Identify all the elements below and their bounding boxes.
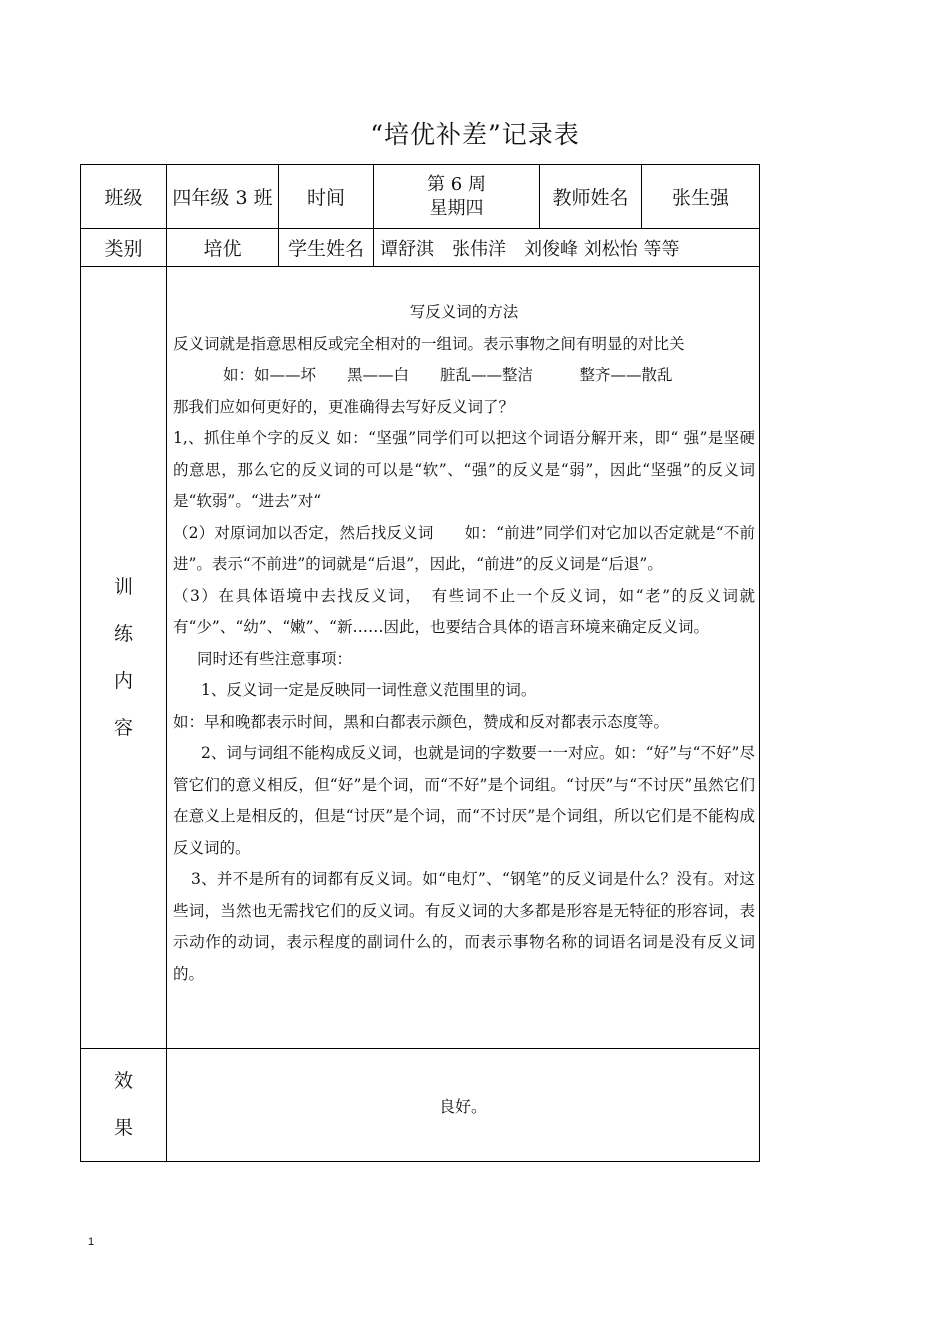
students-label: 学生姓名	[279, 229, 374, 267]
content-paragraph: 如：早和晚都表示时间，黑和白都表示颜色，赞成和反对都表示态度等。	[173, 712, 670, 731]
effect-value: 良好。	[167, 1049, 760, 1162]
training-label-char: 训	[113, 575, 133, 598]
content-paragraph: 1、反义词一定是反映同一词性意义范围里的词。	[201, 681, 537, 699]
effect-label-char: 果	[113, 1117, 133, 1139]
content-paragraph: 同时还有些注意事项：	[197, 649, 353, 668]
category-value: 培优	[167, 229, 279, 267]
training-label-char: 内	[113, 669, 133, 692]
content-paragraph: 3、并不是所有的词都有反义词。如“电灯”、“钢笔”的反义词是什么？没有。对这些词，当然也无需找它们的反义词。有反义词的大多都是形容是无特征的形容词，表示动作的动词，表示程度的副词什么的，而表示事物名称的词语名词是没有反义词的。	[173, 870, 755, 983]
training-label	[81, 267, 167, 1049]
effect-row	[81, 1049, 760, 1162]
content-examples: 如：如——坏 黑——白 脏乱——整洁 整齐——散乱	[223, 366, 673, 384]
time-value	[374, 165, 540, 229]
time-label: 时间	[279, 165, 374, 229]
page-title: “培优补差”记录表	[370, 120, 580, 149]
teacher-label: 教师姓名	[540, 165, 642, 229]
content-subtitle: 写反义词的方法	[409, 303, 519, 321]
category-label: 类别	[81, 229, 167, 267]
page-number: 1	[88, 1236, 95, 1248]
content-paragraph: （2）对原词加以否定，然后找反义词 如：“前进”同学们对它加以否定就是“不前进”。表示“不前进”的词就是“后退”，因此，“前进”的反义词是“后退”。	[173, 523, 755, 573]
header-row	[81, 165, 760, 229]
record-table	[80, 164, 760, 1162]
category-row	[81, 229, 760, 267]
time-week: 第 6 周	[427, 173, 486, 195]
content-paragraph: （3）在具体语境中去找反义词， 有些词不止一个反义词，如“老”的反义词就有“少”、“幼”、“嫩”、“新……因此，也要结合具体的语言环境来确定反义词。	[173, 586, 755, 636]
effect-label	[81, 1049, 167, 1162]
students-value: 谭舒淇 张伟洋 刘俊峰 刘松怡 等等	[374, 229, 760, 267]
effect-label-char: 效	[113, 1070, 133, 1092]
training-label-char: 容	[113, 716, 133, 739]
content-paragraph: 2、词与词组不能构成反义词，也就是词的字数要一一对应。如：“好”与“不好”尽管它们的意义相反，但“好”是个词，而“不好”是个词组。“讨厌”与“不讨厌”虽然它们在意义上是相反的，但是“讨厌”是个词，而“不讨厌”是个词组，所以它们是不能构成反义词的。	[173, 744, 755, 857]
training-row	[81, 267, 760, 1049]
content-paragraph: 1,、抓住单个字的反义 如：“坚强”同学们可以把这个词语分解开来，即“ 强”是坚硬的意思，那么它的反义词的可以是“软”、“强”的反义是“弱”，因此“坚强”的反义词是“软弱”。“进去”对“	[173, 429, 755, 510]
class-label: 班级	[81, 165, 167, 229]
teacher-name: 张生强	[642, 165, 760, 229]
content-paragraph: 反义词就是指意思相反或完全相对的一组词。表示事物之间有明显的对比关	[173, 334, 685, 353]
training-label-char: 练	[113, 622, 133, 645]
class-value: 四年级 3 班	[167, 165, 279, 229]
content-paragraph: 那我们应如何更好的，更准确得去写好反义词了？	[173, 397, 515, 416]
time-day: 星期四	[429, 197, 484, 219]
training-content	[167, 267, 760, 1049]
